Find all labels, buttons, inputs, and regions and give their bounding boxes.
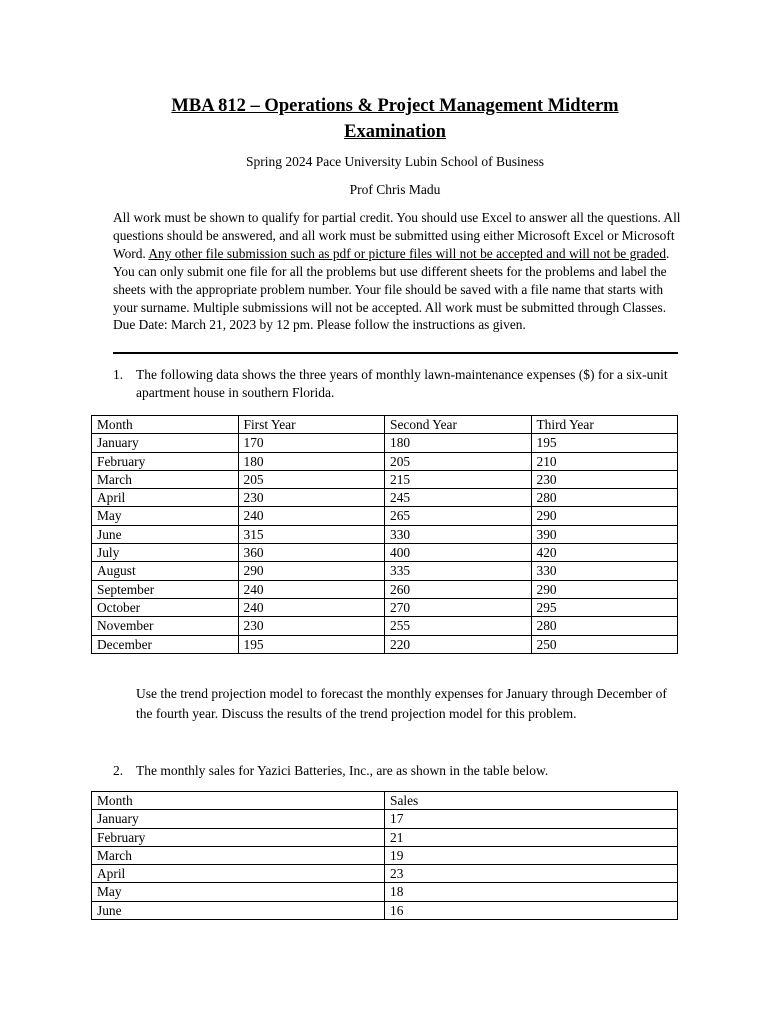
expenses-table-cell: March (92, 470, 239, 488)
expenses-table-cell: September (92, 580, 239, 598)
expenses-table-row (92, 580, 678, 598)
expenses-table-header-cell: Second Year (385, 416, 532, 434)
expenses-table-cell: 260 (385, 580, 532, 598)
sales-table-row (92, 810, 678, 828)
expenses-table-cell: 240 (238, 598, 385, 616)
question-1-text: The following data shows the three years of monthly lawn-maintenance expenses ($) for a six-unit apartment house in southern Florida. (136, 367, 668, 400)
expenses-table-cell: 335 (385, 562, 532, 580)
title-line-2: Examination (344, 122, 446, 142)
expenses-table-cell: 280 (531, 617, 678, 635)
question-2-text: The monthly sales for Yazici Batteries, Inc., are as shown in the table below. (136, 763, 549, 778)
expenses-table-cell: 290 (238, 562, 385, 580)
sales-table-cell: 16 (385, 901, 678, 919)
sales-table-cell: March (92, 846, 385, 864)
sales-table-row (92, 865, 678, 883)
expenses-table-cell: October (92, 598, 239, 616)
sales-table-header-cell: Month (92, 792, 385, 810)
question-2 (113, 762, 683, 780)
expenses-table-cell: 205 (238, 470, 385, 488)
expenses-table-cell: 360 (238, 544, 385, 562)
expenses-table-row (92, 525, 678, 543)
question-2-number: 2. (113, 763, 124, 778)
expenses-table-cell: 330 (531, 562, 678, 580)
expenses-table-row (92, 598, 678, 616)
expenses-table-cell: 295 (531, 598, 678, 616)
sales-table-row (92, 828, 678, 846)
expenses-table-row (92, 470, 678, 488)
instructions-part-1: All work must be shown to qualify for partial credit. You should use Excel to answer all the questions. All questions should be answered, and all work must be submitted using either Microsoft Excel or Microsoft Word. (113, 210, 681, 261)
expenses-table-cell: July (92, 544, 239, 562)
instructions-paragraph (113, 209, 681, 334)
sales-table-cell: 19 (385, 846, 678, 864)
expenses-table-row (92, 434, 678, 452)
expenses-table-row (92, 617, 678, 635)
expenses-table-row (92, 452, 678, 470)
expenses-table-cell: 290 (531, 507, 678, 525)
expenses-table-cell: February (92, 452, 239, 470)
expenses-table-body (92, 434, 678, 654)
sales-table-cell: June (92, 901, 385, 919)
sales-table-cell: April (92, 865, 385, 883)
expenses-table-row (92, 544, 678, 562)
instructions-part-2: . You can only submit one file for all the problems but use different sheets for the problems and label the sheets with the appropriate problem number. Your file should be saved with a file name that starts with your surname. Multiple submissions will not be accepted. All work must be submitted through Classes. Due Date: March 21, 2023 by 12 pm. Please follow the instructions as given. (113, 245, 670, 333)
expenses-table-cell: 315 (238, 525, 385, 543)
sales-table-cell: February (92, 828, 385, 846)
expenses-table-cell: 390 (531, 525, 678, 543)
expenses-table-cell: June (92, 525, 239, 543)
expenses-table-cell: 240 (238, 507, 385, 525)
expenses-table-cell: 290 (531, 580, 678, 598)
sales-table-cell: May (92, 883, 385, 901)
expenses-table-row (92, 507, 678, 525)
expenses-table-cell: 230 (238, 489, 385, 507)
sales-table-cell: 18 (385, 883, 678, 901)
expenses-table-cell: April (92, 489, 239, 507)
expenses-table-cell: 400 (385, 544, 532, 562)
expenses-table-cell: 195 (531, 434, 678, 452)
expenses-table-header (92, 416, 678, 434)
expenses-table-cell: 245 (385, 489, 532, 507)
expenses-table-cell: December (92, 635, 239, 653)
sales-table-cell: January (92, 810, 385, 828)
expenses-table-cell: 265 (385, 507, 532, 525)
instructions-underlined: Any other file submission such as pdf or picture files will not be accepted and will not be graded (148, 245, 667, 261)
expenses-table-cell: May (92, 507, 239, 525)
expenses-table-header-cell: First Year (238, 416, 385, 434)
expenses-table-cell: 270 (385, 598, 532, 616)
sales-table-header (92, 792, 678, 810)
question-1-number: 1. (113, 367, 124, 382)
expenses-table-cell: 230 (238, 617, 385, 635)
expenses-table-header-cell: Month (92, 416, 239, 434)
exam-title (100, 93, 690, 145)
expenses-table-cell: 170 (238, 434, 385, 452)
sales-table-cell: 21 (385, 828, 678, 846)
expenses-table-row (92, 635, 678, 653)
question-1-followup: Use the trend projection model to forecast the monthly expenses for January through December of the fourth year. Discuss the results of the trend projection model for this problem. (136, 686, 667, 721)
sales-table (91, 791, 678, 920)
expenses-table-cell: 215 (385, 470, 532, 488)
expenses-table-row (92, 489, 678, 507)
expenses-table-cell: 420 (531, 544, 678, 562)
exam-subtitle: Spring 2024 Pace University Lubin School of Business (245, 154, 545, 169)
professor-name: Prof Chris Madu (349, 182, 441, 197)
expenses-table-cell: 280 (531, 489, 678, 507)
expenses-table-cell: 210 (531, 452, 678, 470)
sales-table-header-cell: Sales (385, 792, 678, 810)
expenses-table (91, 415, 678, 654)
sales-table-cell: 23 (385, 865, 678, 883)
expenses-table-cell: 255 (385, 617, 532, 635)
section-divider (113, 352, 678, 354)
sales-table-row (92, 846, 678, 864)
expenses-table-cell: January (92, 434, 239, 452)
expenses-table-header-cell: Third Year (531, 416, 678, 434)
sales-table-row (92, 901, 678, 919)
question-1 (113, 366, 683, 402)
expenses-table-cell: 180 (238, 452, 385, 470)
title-line-1: MBA 812 – Operations & Project Management Midterm (171, 96, 619, 116)
expenses-table-cell: August (92, 562, 239, 580)
expenses-table-cell: 195 (238, 635, 385, 653)
sales-table-row (92, 883, 678, 901)
sales-table-body (92, 810, 678, 920)
expenses-table-cell: 220 (385, 635, 532, 653)
expenses-table-cell: 330 (385, 525, 532, 543)
expenses-table-cell: 205 (385, 452, 532, 470)
sales-table-cell: 17 (385, 810, 678, 828)
expenses-table-cell: 240 (238, 580, 385, 598)
expenses-table-cell: 250 (531, 635, 678, 653)
expenses-table-cell: 180 (385, 434, 532, 452)
expenses-table-cell: 230 (531, 470, 678, 488)
expenses-table-cell: November (92, 617, 239, 635)
expenses-table-row (92, 562, 678, 580)
